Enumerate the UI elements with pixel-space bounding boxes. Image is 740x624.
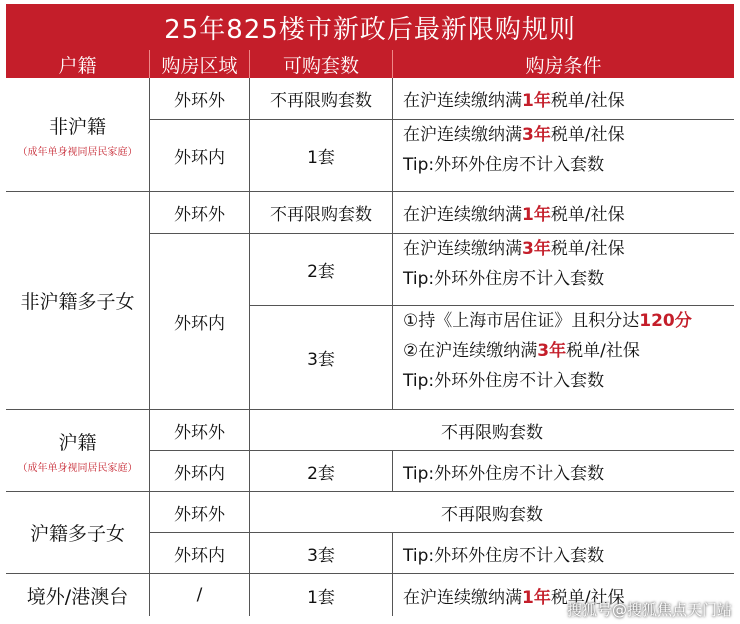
count-cell: 2套: [250, 451, 393, 492]
count-cell: 1套: [250, 120, 393, 192]
tip-line: Tip:外环外住房不计入套数: [403, 269, 605, 289]
area-cell: 外环内: [150, 533, 250, 574]
area-cell: 外环外: [150, 410, 250, 451]
group-note: （成年单身视同居民家庭）: [17, 462, 138, 474]
condition-cell: [393, 78, 734, 120]
count-cell: 3套: [250, 533, 393, 574]
group-label-cell: [6, 78, 150, 192]
condition-line: ①持《上海市居住证》且积分达120分: [403, 311, 692, 331]
merged-cell: 不再限购套数: [250, 492, 734, 533]
count-cell: 1套: [250, 574, 393, 616]
group-label-cell: [6, 192, 150, 410]
merged-cell: 不再限购套数: [250, 410, 734, 451]
condition-line: 在沪连续缴纳满1年税单/社保: [403, 91, 625, 111]
condition-cell: [393, 234, 734, 306]
area-cell: 外环内: [150, 451, 250, 492]
condition-cell: [393, 306, 734, 410]
header-huji: 户籍: [6, 50, 150, 78]
tip-line: Tip:外环外住房不计入套数: [393, 533, 734, 574]
condition-line: 在沪连续缴纳满1年税单/社保: [403, 587, 625, 608]
group-note: （成年单身视同居民家庭）: [17, 146, 138, 158]
group-label: 沪籍: [58, 431, 97, 454]
condition-cell: [393, 192, 734, 234]
area-cell: 外环外: [150, 192, 250, 234]
group-label-cell: [6, 492, 150, 574]
count-cell: 3套: [250, 306, 393, 410]
group-label: 沪籍多子女: [29, 523, 125, 545]
page-title: 25年825楼市新政后最新限购规则: [6, 4, 734, 50]
area-cell: /: [150, 574, 250, 616]
group-label-cell: [6, 410, 150, 492]
tip-line: Tip:外环外住房不计入套数: [403, 155, 605, 175]
condition-line: 在沪连续缴纳满3年税单/社保: [403, 125, 625, 145]
area-cell: 外环内: [150, 234, 250, 410]
count-cell: 不再限购套数: [250, 192, 393, 234]
group-label: 非沪籍多子女: [20, 291, 135, 313]
area-cell: 外环外: [150, 492, 250, 533]
header-conditions: 购房条件: [393, 50, 734, 78]
tip-line: Tip:外环外住房不计入套数: [403, 371, 605, 391]
group-label: 境外/港澳台: [26, 585, 129, 608]
condition-cell: [393, 120, 734, 192]
watermark: 搜狐号@搜狐焦点天门站: [566, 601, 732, 619]
header-count: 可购套数: [250, 50, 393, 78]
count-cell: 2套: [250, 234, 393, 306]
condition-line: 在沪连续缴纳满1年税单/社保: [403, 205, 625, 225]
group-label-cell: [6, 574, 150, 616]
condition-line: ②在沪连续缴纳满3年税单/社保: [403, 341, 640, 361]
group-label: 非沪籍: [48, 115, 106, 138]
condition-line: 在沪连续缴纳满3年税单/社保: [403, 239, 625, 259]
header-area: 购房区域: [150, 50, 250, 78]
count-cell: 不再限购套数: [250, 78, 393, 120]
area-cell: 外环外: [150, 78, 250, 120]
tip-line: Tip:外环外住房不计入套数: [393, 451, 734, 492]
area-cell: 外环内: [150, 120, 250, 192]
